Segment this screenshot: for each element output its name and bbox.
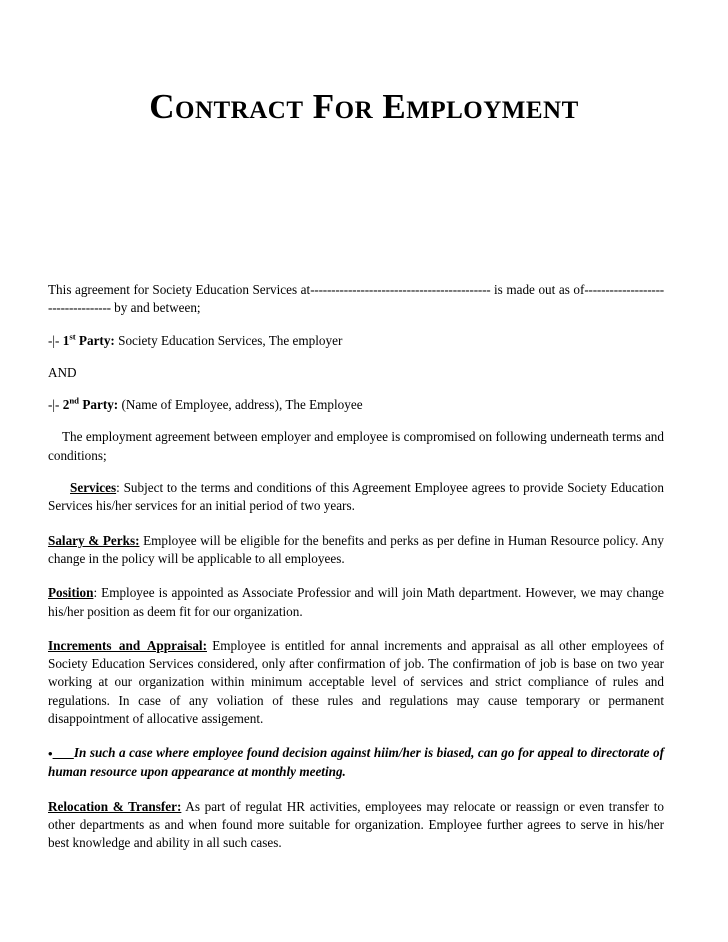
second-party-ordinal-suffix: nd xyxy=(69,395,80,406)
page-title: Contract For Employment xyxy=(149,87,579,126)
clause-salary-perks-body: Employee will be eligible for the benefits and perks as per define in Human Resource policy. Any change in the policy will be applicable to all employees. xyxy=(48,532,664,566)
bullet-list-item xyxy=(48,744,664,781)
clause-services-body: Subject to the terms and conditions of this Agreement Employee agrees to provide Society Education Services his/her services for an initial period of two years. xyxy=(48,480,664,514)
parties-conjunction: AND xyxy=(48,364,77,380)
intro-dash-fill-1: ------------------------------------------- xyxy=(310,282,491,297)
second-party-line xyxy=(48,396,664,414)
clause-increments-appraisal-body: Employee is entitled for annal increments and appraisal as all other employees of Society Education Services considered, only after confirmation of job. The confirmation of job is base on two year working at our organization within minimum acceptable level of services and strict compliance of rules and regulations. In case of any voliation of these rules and regulations may cause temporary or permanent disappointment of allocative assigement. xyxy=(48,637,664,727)
second-party-marker: -|- xyxy=(48,397,63,413)
clause-services-colon: : xyxy=(116,480,120,496)
first-party-ordinal-suffix: st xyxy=(69,331,76,342)
clause-position-heading: Position xyxy=(48,585,94,601)
clause-position xyxy=(48,584,664,621)
second-party-ordinal: 2 xyxy=(62,397,70,413)
clause-position-colon: : xyxy=(93,585,98,601)
clause-salary-perks-heading: Salary & Perks: xyxy=(48,532,140,548)
bullet-point-icon: • xyxy=(48,746,53,762)
first-party-label: Party: xyxy=(75,332,115,348)
first-party-marker: -|- xyxy=(48,332,63,348)
clause-relocation-transfer xyxy=(48,798,664,853)
first-party-line xyxy=(48,332,664,350)
intro-dash-fill-2: ---------------------------------- xyxy=(48,282,664,316)
clause-services xyxy=(48,479,664,516)
bullet-item-text: In such a case where employee found decision against hiim/her is biased, can go for appeal to directorate of human resource upon appearance at monthly meeting. xyxy=(48,745,664,780)
clause-services-heading: Services xyxy=(70,480,117,496)
clause-position-body: Employee is appointed as Associate Professior and will join Math department. However, we may change his/her position as deem fit for our organization. xyxy=(48,585,664,619)
intro-text-1: This agreement for Society Education Services at xyxy=(48,282,311,297)
bullet-gap-underline xyxy=(53,745,74,760)
intro-paragraph xyxy=(48,281,664,318)
document-body xyxy=(48,281,664,853)
clause-relocation-transfer-body: As part of regulat HR activities, employees may relocate or reassign or even transfer to other departments as and when found more suitable for organization. Employee further agrees to serve in his/her best knowledge and ability in all such cases. xyxy=(48,798,664,851)
second-party-value: (Name of Employee, address), The Employee xyxy=(118,397,363,413)
preamble-paragraph: The employment agreement between employer and employee is compromised on following underneath terms and conditions; xyxy=(48,429,664,463)
second-party-label: Party: xyxy=(79,397,119,413)
clause-relocation-transfer-heading: Relocation & Transfer: xyxy=(48,798,182,814)
intro-text-2: is made out as of xyxy=(490,282,585,297)
clause-increments-appraisal-heading: Increments and Appraisal: xyxy=(48,637,207,653)
clause-increments-appraisal xyxy=(48,637,664,728)
first-party-ordinal: 1 xyxy=(62,332,70,348)
clause-salary-perks xyxy=(48,532,664,569)
first-party-value: Society Education Services, The employer xyxy=(114,332,343,348)
intro-text-3: by and between; xyxy=(110,300,201,316)
